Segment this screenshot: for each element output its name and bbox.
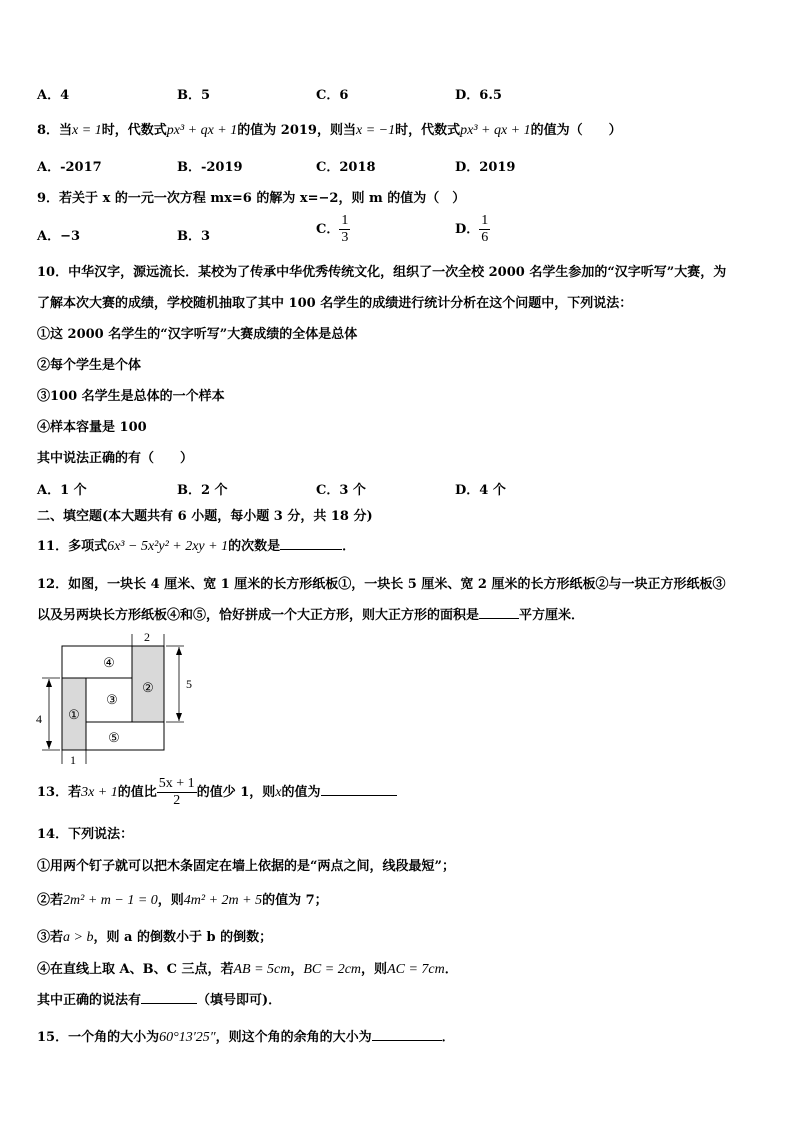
q14-ask: [37, 989, 281, 1008]
q10-statement-4: ④样本容量是 100: [37, 420, 147, 435]
q10-line1: 10．中华汉字，源远流长．某校为了传承中华优秀传统文化，组织了一次全校 2000 名学生参加的“汉字听写”大赛，为: [37, 265, 727, 280]
q12-line1: 12．如图，一块长 4 厘米、宽 1 厘米的长方形纸板①，一块长 5 厘米、宽 2 厘米的长方形纸板②与一块正方形纸板③: [37, 577, 726, 592]
q10-option-d: D．4 个: [455, 483, 506, 498]
q14-title: 14．下列说法：: [37, 827, 134, 842]
q14-ask-b: （填号即可)．: [197, 993, 282, 1008]
fraction-denominator: 3: [341, 230, 349, 245]
dim-2: 2: [144, 630, 150, 644]
q14-s3-expr: a > b: [63, 930, 94, 945]
dim-4: 4: [36, 712, 42, 726]
q13-suffix: 的值为: [281, 785, 321, 800]
q8-option-b: B．-2019: [177, 160, 243, 175]
q7-option-d: D．6.5: [455, 88, 502, 103]
q13-stem: [37, 776, 397, 809]
q9-option-c-label: C．: [316, 222, 340, 237]
section-2-heading: 二、填空题(本大题共有 6 小题，每小题 3 分，共 18 分): [37, 509, 373, 524]
board-4: [62, 646, 132, 678]
q14-s4-c: ，则: [361, 962, 388, 977]
q8-expr-repeat: px³ + qx + 1: [460, 123, 531, 138]
q7-option-c: C．6: [316, 88, 349, 103]
board-5: [86, 722, 164, 750]
q11-prefix: 11．多项式: [37, 539, 108, 554]
label-2: ②: [142, 680, 154, 695]
q8-mid3: 时，代数式: [395, 123, 461, 138]
q13-mid2: 的值少 1，则: [196, 785, 276, 800]
q10-statement-1: ①这 2000 名学生的“汉字听写”大赛成绩的全体是总体: [37, 327, 358, 342]
q10-option-c: C．3 个: [316, 483, 366, 498]
q14-s2-expr2: 4m² + 2m + 5: [183, 893, 263, 908]
q13-fraction: [157, 776, 197, 809]
q14-statement-1: ①用两个钉子就可以把木条固定在墙上依据的是“两点之间，线段最短”；: [37, 859, 455, 874]
q14-s2-b: ，则: [157, 893, 184, 908]
q8-mid4: 的值为（ ）: [530, 123, 622, 138]
q13-mid: 的值比: [117, 785, 157, 800]
q15-end: ．: [441, 1030, 455, 1045]
q15-prefix: 15．一个角的大小为: [37, 1030, 160, 1045]
q14-statement-3: [37, 926, 272, 946]
q10-option-b: B．2 个: [177, 483, 228, 498]
q14-s4-expr3: AC = 7cm: [387, 962, 445, 977]
q8-cond1: x = 1: [72, 123, 102, 138]
q9-option-b: B．3: [177, 229, 211, 244]
q9-option-c-fraction: [339, 213, 350, 246]
fraction-denominator: 6: [481, 230, 489, 245]
q10-ask: 其中说法正确的有（ ）: [37, 451, 194, 466]
q9-stem: 9．若关于 x 的一元一次方程 mx=6 的解为 x=−2，则 m 的值为（ ）: [37, 191, 466, 206]
q14-s2-expr1: 2m² + m − 1 = 0: [63, 893, 158, 908]
q8-option-d: D．2019: [455, 160, 516, 175]
q14-s4-expr2: BC = 2cm: [303, 962, 362, 977]
q13-answer-blank[interactable]: [321, 783, 397, 796]
q8-mid1: 时，代数式: [101, 123, 167, 138]
q11-answer-blank[interactable]: [280, 537, 342, 550]
q14-s4-b: ，: [290, 962, 304, 977]
q15-expr: 60°13′25″: [159, 1030, 216, 1045]
q12-figure: [34, 630, 204, 770]
label-4: ④: [103, 655, 115, 670]
q8-option-a: A．-2017: [37, 160, 102, 175]
dim-1: 1: [70, 753, 76, 767]
fraction-denominator: 2: [173, 793, 181, 808]
q7-option-b: B．5: [177, 88, 211, 103]
q14-statement-2: [37, 889, 328, 909]
dim-5: 5: [186, 677, 192, 691]
q8-prefix: 8．当: [37, 123, 73, 138]
q13-var: x: [275, 785, 282, 800]
q15-answer-blank[interactable]: [372, 1028, 442, 1041]
q14-s3-b: ，则 a 的倒数小于 b 的倒数；: [93, 930, 273, 945]
q11-stem: [37, 535, 355, 555]
q14-s4-expr1: AB = 5cm: [233, 962, 291, 977]
q8-cond2: x = −1: [355, 123, 396, 138]
q8-expr: px³ + qx + 1: [166, 123, 238, 138]
fraction-numerator: 1: [481, 213, 489, 228]
q14-s2-a: ②若: [37, 893, 64, 908]
q11-end: ．: [342, 539, 356, 554]
q10-statement-2: ②每个学生是个体: [37, 358, 142, 373]
q12-answer-blank[interactable]: [479, 606, 519, 619]
q12-line2-a: 以及另两块长方形纸板④和⑤，恰好拼成一个大正方形，则大正方形的面积是: [37, 608, 480, 623]
q13-prefix: 13．若: [37, 785, 82, 800]
q10-option-a: A．1 个: [37, 483, 87, 498]
q9-option-c: [316, 213, 350, 246]
q12-line2-b: 平方厘米．: [519, 608, 585, 623]
q14-s2-c: 的值为 7；: [262, 893, 328, 908]
q13-expr1: 3x + 1: [81, 785, 118, 800]
q7-option-a: A．4: [37, 88, 70, 103]
q10-statement-3: ③100 名学生是总体的一个样本: [37, 389, 225, 404]
label-5: ⑤: [108, 730, 120, 745]
q8-stem: [37, 119, 622, 139]
q15-mid: ，则这个角的余角的大小为: [215, 1030, 372, 1045]
q9-option-a: A．−3: [37, 229, 81, 244]
q9-option-d-label: D．: [455, 222, 480, 237]
q9-option-d-fraction: [479, 213, 490, 246]
q14-answer-blank[interactable]: [141, 991, 197, 1004]
q10-line2: 了解本次大赛的成绩，学校随机抽取了其中 100 名学生的成绩进行统计分析在这个问题中，下列说法：: [37, 296, 633, 311]
q11-expr: 6x³ − 5x²y² + 2xy + 1: [107, 539, 229, 554]
fraction-numerator: 1: [341, 213, 349, 228]
label-3: ③: [106, 692, 118, 707]
q14-statement-4: [37, 958, 458, 978]
q12-line2: [37, 604, 584, 623]
label-1: ①: [68, 707, 80, 722]
fraction-numerator: 5x + 1: [158, 776, 195, 791]
q14-s4-d: ．: [444, 962, 458, 977]
q14-s4-a: ④在直线上取 A、B、C 三点，若: [37, 962, 234, 977]
q8-mid2: 的值为 2019，则当: [237, 123, 356, 138]
q14-ask-a: 其中正确的说法有: [37, 993, 142, 1008]
q11-suffix: 的次数是: [228, 539, 281, 554]
q15-stem: [37, 1026, 455, 1046]
q14-s3-a: ③若: [37, 930, 64, 945]
q8-option-c: C．2018: [316, 160, 376, 175]
q9-option-d: [455, 213, 490, 246]
